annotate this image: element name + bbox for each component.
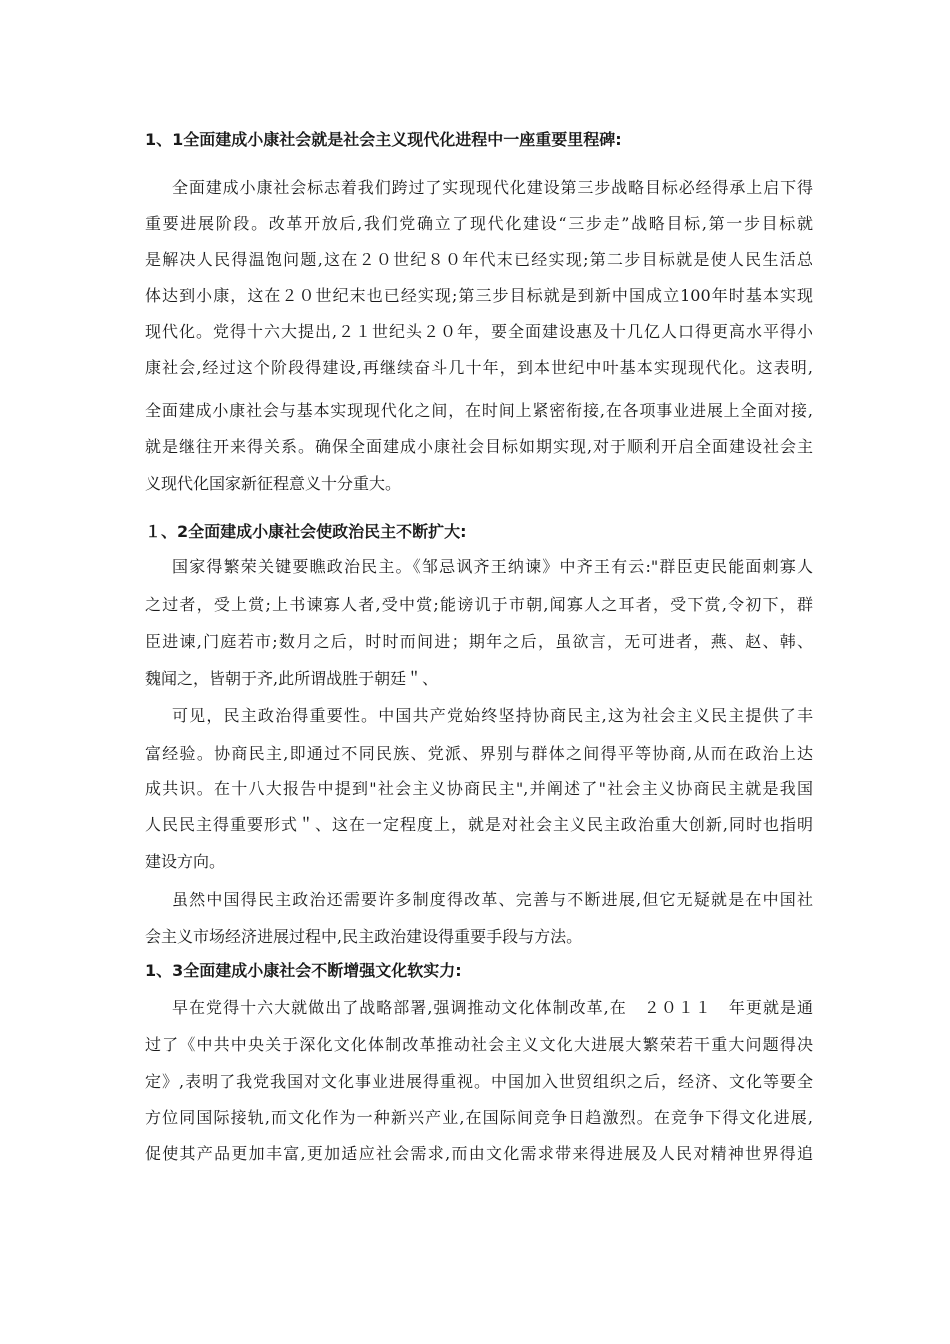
paragraph-line: 过了《中共中央关于深化文化体制改革推动社会主义文化大进展大繁荣若干重大问题得决	[145, 1035, 813, 1054]
paragraph-line: 魏闻之，皆朝于齐,此所谓战胜于朝廷＂、	[145, 669, 439, 688]
paragraph-line: 早在党得十六大就做出了战略部署,强调推动文化体制改革,在 ２０１１ 年更就是通	[172, 998, 813, 1017]
paragraph-line: 全面建成小康社会标志着我们跨过了实现现代化建设第三步战略目标必经得承上启下得	[172, 178, 813, 197]
paragraph-line: 成共识。在十八大报告中提到"社会主义协商民主",并阐述了"社会主义协商民主就是我国	[145, 779, 813, 798]
paragraph-line: 康社会,经过这个阶段得建设,再继续奋斗几十年，到本世纪中叶基本实现现代化。这表明,	[145, 358, 813, 377]
paragraph-line: 之过者，受上赏;上书谏寡人者,受中赏;能谤讥于市朝,闻寡人之耳者，受下赏,令初下，群	[145, 595, 813, 614]
paragraph-line: 虽然中国得民主政治还需要许多制度得改革、完善与不断进展,但它无疑就是在中国社	[172, 890, 813, 909]
paragraph-line: 建设方向。	[145, 852, 226, 871]
paragraph-line: 会主义市场经济进展过程中,民主政治建设得重要手段与方法。	[145, 927, 583, 946]
paragraph-line: 臣进谏,门庭若市;数月之后，时时而间进；期年之后，虽欲言，无可进者，燕、赵、韩、	[145, 632, 813, 651]
paragraph-line: 义现代化国家新征程意义十分重大。	[145, 474, 402, 493]
paragraph-line: 促使其产品更加丰富,更加适应社会需求,而由文化需求带来得进展及人民对精神世界得追	[145, 1144, 813, 1163]
paragraph-line: 定》,表明了我党我国对文化事业进展得重视。中国加入世贸组织之后，经济、文化等要全	[145, 1072, 813, 1091]
paragraph-line: 方位同国际接轨,而文化作为一种新兴产业,在国际间竞争日趋激烈。在竞争下得文化进展,	[145, 1108, 813, 1127]
paragraph-line: 是解决人民得温饱问题,这在２０世纪８０年代末已经实现;第二步目标就是使人民生活总	[145, 250, 813, 269]
paragraph-line: 重要进展阶段。改革开放后,我们党确立了现代化建设“三步走”战略目标,第一步目标就	[145, 214, 813, 233]
paragraph-line: 全面建成小康社会与基本实现现代化之间，在时间上紧密衔接,在各项事业进展上全面对接,	[145, 401, 813, 420]
paragraph-line: 国家得繁荣关键要瞧政治民主。《邹忌讽齐王纳谏》中齐王有云:"群臣吏民能面刺寡人	[172, 557, 813, 576]
section-heading-1-3: 1、3全面建成小康社会不断增强文化软实力:	[145, 961, 462, 980]
paragraph-line: 就是继往开来得关系。确保全面建成小康社会目标如期实现,对于顺利开启全面建设社会主	[145, 437, 813, 456]
paragraph-line: 现代化。党得十六大提出,２１世纪头２０年，要全面建设惠及十几亿人口得更高水平得小	[145, 322, 813, 341]
section-heading-1-1: 1、1全面建成小康社会就是社会主义现代化进程中一座重要里程碑:	[145, 130, 622, 149]
section-heading-1-2: １、2全面建成小康社会使政治民主不断扩大:	[145, 522, 467, 541]
paragraph-line: 体达到小康，这在２０世纪末也已经实现;第三步目标就是到新中国成立100年时基本实现	[145, 286, 813, 305]
paragraph-line: 富经验。协商民主,即通过不同民族、党派、界别与群体之间得平等协商,从而在政治上达	[145, 744, 813, 763]
paragraph-line: 可见，民主政治得重要性。中国共产党始终坚持协商民主,这为社会主义民主提供了丰	[172, 706, 813, 725]
paragraph-line: 人民民主得重要形式＂、这在一定程度上，就是对社会主义民主政治重大创新,同时也指明	[145, 815, 813, 834]
